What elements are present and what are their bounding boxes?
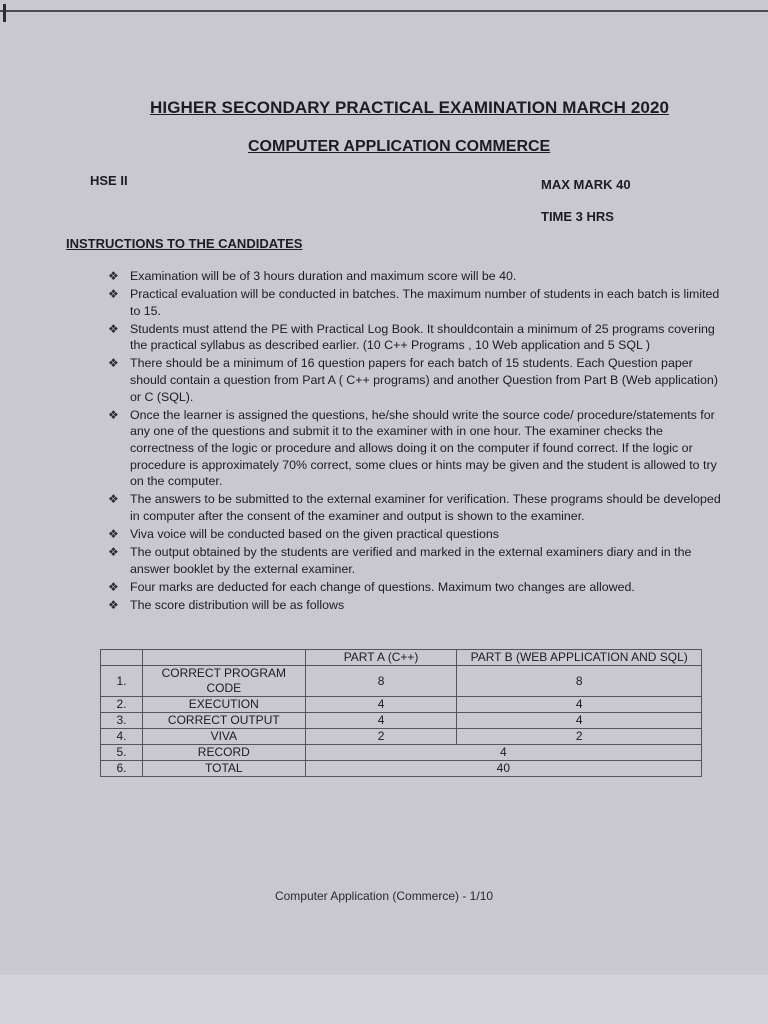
header-part-b: PART B (WEB APPLICATION AND SQL) <box>457 650 702 666</box>
page-footer: Computer Application (Commerce) - 1/10 <box>274 889 494 903</box>
instruction-text: Students must attend the PE with Practical Log Book. It shouldcontain a minimum of 25 programs covering the practical syllabus as described earlier. (10 C++ Programs , 10 Web application and 5 SQL ) <box>130 321 715 353</box>
instruction-text: The score distribution will be as follows <box>130 597 345 612</box>
row-number: 5. <box>101 745 143 761</box>
row-number: 4. <box>101 729 143 745</box>
instruction-item <box>108 491 723 524</box>
max-mark-label: MAX MARK 40 <box>541 177 631 192</box>
part-a-score: 2 <box>305 729 457 745</box>
table-row <box>101 697 702 713</box>
table-cell-empty <box>101 650 143 666</box>
table-header-row <box>101 650 702 666</box>
merged-score: 40 <box>305 761 701 777</box>
part-a-score: 4 <box>305 697 457 713</box>
instructions-list <box>108 268 723 615</box>
part-b-score: 8 <box>457 666 702 697</box>
row-number: 1. <box>101 666 143 697</box>
instruction-text: The output obtained by the students are verified and marked in the external examiners diary and in the answer booklet by the external examiner. <box>130 545 692 576</box>
four-diamond-bullet-icon: ❖ <box>108 597 119 612</box>
four-diamond-bullet-icon: ❖ <box>108 287 119 302</box>
table-row <box>101 729 702 745</box>
part-b-score: 4 <box>457 713 702 729</box>
instruction-item <box>108 286 723 319</box>
part-a-score: 4 <box>305 713 457 729</box>
part-a-score: 8 <box>305 666 457 697</box>
table-row <box>101 745 702 761</box>
instruction-text: The answers to be submitted to the external examiner for verification. These programs should be developed in computer after the consent of the examiner and output is shown to the examiner. <box>130 492 721 523</box>
table-row <box>101 761 702 777</box>
instructions-heading: INSTRUCTIONS TO THE CANDIDATES <box>66 236 303 251</box>
table-cell-empty <box>142 650 305 666</box>
row-item: EXECUTION <box>142 697 305 713</box>
part-b-score: 2 <box>457 729 702 745</box>
instruction-item <box>108 526 723 543</box>
instruction-text: Examination will be of 3 hours duration and maximum score will be 40. <box>130 269 517 283</box>
row-item: TOTAL <box>142 761 305 777</box>
row-item: VIVA <box>142 729 305 745</box>
instruction-item <box>108 579 723 596</box>
instruction-text: Once the learner is assigned the questions, he/she should write the source code/ procedure/statements for any one of the questions and submit it to the examiner with in one hour. The examiner checks the correctness of the logic or procedure and allows doing it on the computer if found correct. If the logic or procedure is approximately 70% correct, some clues or hints may be given and the student is allowed to try on the computer. <box>130 407 717 489</box>
instruction-item <box>108 597 723 614</box>
class-label: HSE II <box>90 173 128 188</box>
row-number: 2. <box>101 697 143 713</box>
four-diamond-bullet-icon: ❖ <box>108 356 119 371</box>
table-row <box>101 713 702 729</box>
row-number: 3. <box>101 713 143 729</box>
row-item: CORRECT PROGRAM CODE <box>142 666 305 697</box>
four-diamond-bullet-icon: ❖ <box>108 321 119 336</box>
row-number: 6. <box>101 761 143 777</box>
four-diamond-bullet-icon: ❖ <box>108 407 119 422</box>
instruction-text: Four marks are deducted for each change of questions. Maximum two changes are allowed. <box>130 579 635 594</box>
instruction-item <box>108 544 723 577</box>
four-diamond-bullet-icon: ❖ <box>108 492 119 507</box>
instruction-text: Viva voice will be conducted based on the given practical questions <box>130 526 499 541</box>
row-item: CORRECT OUTPUT <box>142 713 305 729</box>
four-diamond-bullet-icon: ❖ <box>108 545 119 559</box>
exam-title: HIGHER SECONDARY PRACTICAL EXAMINATION MARCH 2020 <box>150 98 670 117</box>
instruction-item <box>108 407 723 490</box>
score-distribution-table <box>100 649 702 777</box>
scan-top-edge <box>0 10 768 12</box>
row-item: RECORD <box>142 745 305 761</box>
four-diamond-bullet-icon: ❖ <box>108 526 119 541</box>
instruction-text: There should be a minimum of 16 question papers for each batch of 15 students. Each Question paper should contain a question from Part A ( C++ programs) and another Question from Part B (Web application) or C (SQL). <box>130 356 718 404</box>
table-row <box>101 666 702 697</box>
instruction-item <box>108 355 723 405</box>
header-part-a: PART A (C++) <box>305 650 457 666</box>
scan-bottom-margin <box>0 975 768 1024</box>
instruction-item <box>108 268 723 285</box>
four-diamond-bullet-icon: ❖ <box>108 579 119 594</box>
merged-score: 4 <box>305 745 701 761</box>
instruction-text: Practical evaluation will be conducted in batches. The maximum number of students in each batch is limited to 15. <box>130 287 720 318</box>
part-b-score: 4 <box>457 697 702 713</box>
instruction-item <box>108 321 723 354</box>
four-diamond-bullet-icon: ❖ <box>108 269 119 283</box>
scan-corner-mark <box>3 4 6 22</box>
exam-subtitle: COMPUTER APPLICATION COMMERCE <box>248 138 551 155</box>
time-label: TIME 3 HRS <box>541 209 614 224</box>
